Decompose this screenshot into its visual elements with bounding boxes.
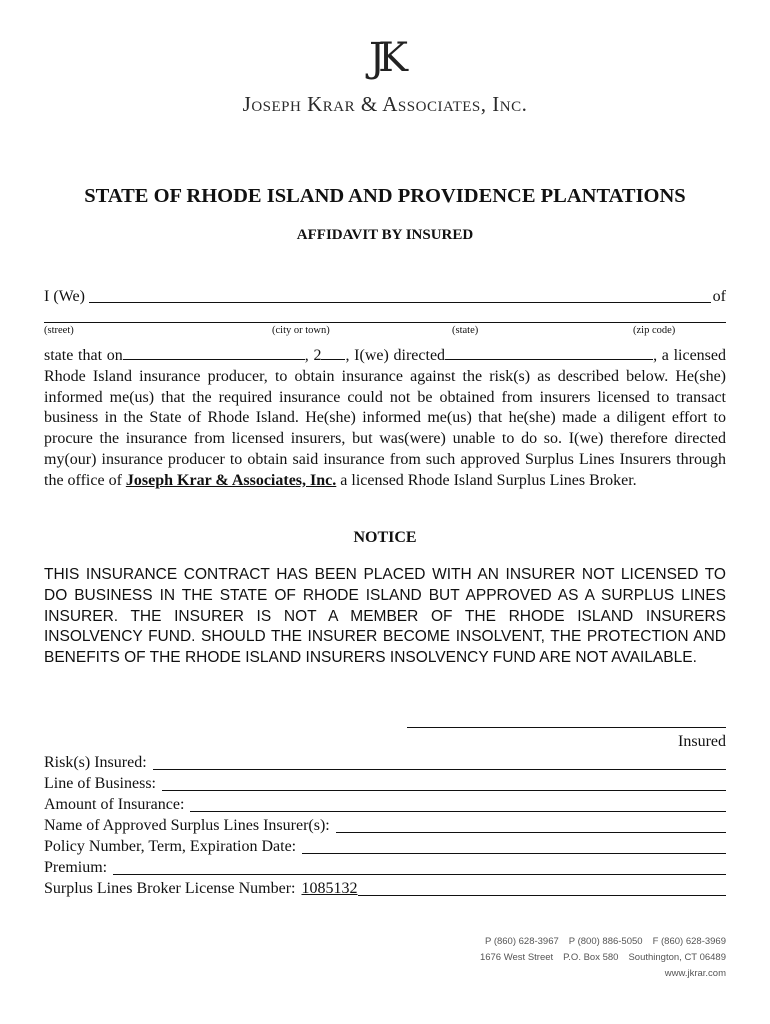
we-prefix: I (We) [44, 288, 85, 305]
license-number-label: Surplus Lines Broker License Number: [44, 880, 296, 897]
line-of-business-blank[interactable] [162, 774, 726, 791]
line-of-business-label: Line of Business: [44, 775, 156, 792]
of-suffix: of [712, 288, 726, 305]
insurer-name-label: Name of Approved Surplus Lines Insurer(s): [44, 817, 330, 834]
year-blank[interactable] [321, 345, 345, 360]
company-monogram-logo: JK [369, 35, 401, 81]
footer-phone-row [480, 934, 726, 950]
insurer-name-field [44, 816, 726, 836]
para-part-2: , 2 [304, 347, 322, 364]
address-blank[interactable] [44, 322, 726, 323]
producer-blank[interactable] [445, 345, 653, 360]
amount-field [44, 795, 726, 815]
para-part-4: , a licensed Rhode Island insurance producer, to obtain insurance against the risk(s) as described below. He(she) informed me(us) that the required insurance could not be obtained from insurers licensed to transact business in the State of Rhode Island. He(she) informed me(us) that he(she) made a diligent effort to procure the insurance from licensed insurers, but was(were) unable to do so. I(we) therefore directed my(our) insurance producer to obtain said insurance from such approved Surplus Lines Insurers through the office of [44, 347, 727, 489]
risks-insured-field [44, 753, 726, 773]
state-label: (state) [452, 325, 479, 336]
line-of-business-field [44, 774, 726, 794]
letterhead-footer [480, 934, 726, 982]
risks-insured-label: Risk(s) Insured: [44, 754, 147, 771]
para-part-1: state that on [44, 347, 123, 364]
street-label: (street) [44, 325, 74, 336]
notice-body: THIS INSURANCE CONTRACT HAS BEEN PLACED WITH AN INSURER NOT LICENSED TO DO BUSINESS IN THE STATE OF RHODE ISLAND BUT APPROVED AS A SURPLUS LINES INSURER. THE INSURER IS NOT A MEMBER OF THE RHODE ISLAND INSURERS INSOLVENCY FUND. SHOULD THE INSURER BECOME INSOLVENT, THE PROTECTION AND BENEFITS OF THE RHODE ISLAND INSURERS INSOLVENCY FUND ARE NOT AVAILABLE. [44, 566, 726, 667]
company-name: Joseph Krar & Associates, Inc. [242, 92, 528, 116]
document-subtitle: AFFIDAVIT BY INSURED [296, 227, 474, 243]
insured-name-line [44, 284, 726, 306]
license-number-value: 1085132 [301, 880, 358, 897]
premium-field [44, 858, 726, 878]
footer-city: Southington, CT 06489 [628, 952, 726, 963]
para-part-5: a licensed Rhode Island Surplus Lines Broker. [336, 471, 637, 489]
footer-po-box: P.O. Box 580 [563, 952, 619, 963]
license-number-blank[interactable] [358, 879, 727, 896]
footer-street: 1676 West Street [479, 952, 554, 963]
affidavit-paragraph [44, 345, 726, 492]
premium-label: Premium: [44, 859, 108, 876]
license-number-field [44, 879, 726, 899]
amount-label: Amount of Insurance: [44, 796, 185, 813]
footer-phone-2: P (800) 886-5050 [568, 936, 643, 947]
insured-label: Insured [678, 733, 726, 750]
footer-website-link[interactable]: www.jkrar.com [664, 968, 726, 979]
date-blank[interactable] [123, 345, 305, 360]
insured-signature-blank[interactable] [407, 727, 726, 728]
footer-fax: F (860) 628-3969 [652, 936, 726, 947]
footer-address-row [480, 950, 726, 966]
zip-label: (zip code) [633, 325, 676, 336]
insurer-name-blank[interactable] [336, 816, 726, 833]
amount-blank[interactable] [190, 795, 726, 812]
premium-blank[interactable] [113, 858, 726, 875]
broker-name: Joseph Krar & Associates, Inc. [125, 471, 337, 489]
notice-heading: NOTICE [353, 529, 417, 546]
risks-insured-blank[interactable] [153, 753, 726, 770]
para-part-3: , I(we) directed [345, 347, 446, 364]
policy-field [44, 837, 726, 857]
policy-blank[interactable] [302, 837, 726, 854]
document-title: STATE OF RHODE ISLAND AND PROVIDENCE PLANTATIONS [84, 185, 686, 207]
insured-name-blank[interactable] [89, 301, 711, 303]
city-label: (city or town) [272, 325, 330, 336]
policy-label: Policy Number, Term, Expiration Date: [44, 838, 297, 855]
footer-phone: P (860) 628-3967 [485, 936, 559, 947]
